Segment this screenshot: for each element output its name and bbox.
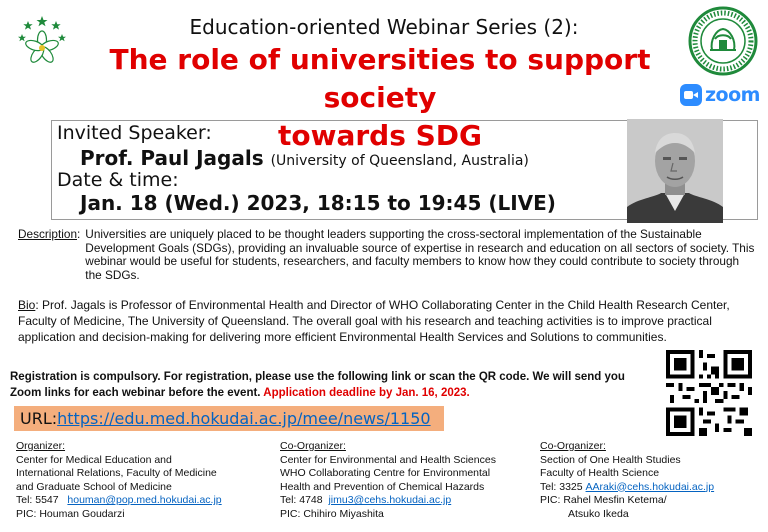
event-date: Jan. 18 (Wed.) 2023, 18:15 to 19:45 (LIVE) (80, 191, 556, 215)
url-bar (14, 406, 444, 431)
qr-code[interactable] (665, 350, 753, 436)
bio-text: Prof. Jagals is Professor of Environmental Health and Director of WHO Collaborating Center in the Child Health Research Center, Faculty of Medicine, The University of Queensland. The overall goal with his research and teaching activities is to improve practical application and decision-making for delivering more efficient Environmental Health Services and Solutions to communities. (18, 298, 730, 344)
co-organizer-2-tel: Tel: 3325 (540, 480, 583, 493)
speaker-photo (627, 119, 723, 223)
organizer-line: Center for Medical Education and (16, 453, 172, 466)
invited-speaker-label: Invited Speaker: (57, 122, 212, 144)
co-organizer-line: Center for Environmental and Health Sciences (280, 453, 496, 466)
organizer-email-link[interactable]: houman@pop.med.hokudai.ac.jp (67, 494, 222, 506)
organizer-line: and Graduate School of Medicine (16, 480, 172, 493)
description-text: Universities are uniquely placed to be thought leaders supporting the cross-sectoral implementation of the Sustainable Development Goals (SDGs), providing an invaluable source of expertise in research and education on all sectors of society. This webinar would be useful for students, researchers, and faculty members to know how they could contribute to society through the SDGs. (85, 227, 755, 282)
speaker-name-line (80, 146, 529, 170)
co-organizer-title: Co-Organizer: (280, 440, 346, 452)
title-line-2: towards SDG (277, 119, 483, 152)
co-organizer-2-line: Faculty of Health Science (540, 467, 660, 479)
application-deadline: Application deadline by Jan. 16, 2023. (263, 387, 470, 399)
organizer-tel: Tel: 5547 (16, 494, 59, 506)
co-organizer-contact (280, 494, 542, 508)
organizer-title: Organizer: (16, 440, 66, 452)
bio-label: Bio (18, 298, 36, 312)
co-organizer-block (280, 440, 542, 521)
co-organizer-line: WHO Collaborating Centre for Environmental (280, 467, 491, 479)
zoom-camera-icon (680, 84, 702, 106)
description-label-wrap: Description: (18, 227, 81, 241)
series-heading: Education-oriented Webinar Series (2): (189, 15, 579, 39)
organizer-contact (16, 494, 278, 508)
bio-section: Bio: Prof. Jagals is Professor of Environmental Health and Director of WHO Collaborating Center in the Child Health Research Center, Faculty of Medicine, The University of Queensland. The overall goal with his research and teaching activities is to improve practical application and decision-making for delivering more efficient Environmental Health Services and Solutions to communities. (18, 298, 730, 344)
organizer-block (16, 440, 278, 521)
co-organizer-tel: Tel: 4748 (280, 494, 323, 506)
url-label: URL: (20, 409, 58, 428)
speaker-name: Prof. Paul Jagals (80, 146, 264, 170)
organizer-pic: PIC: Houman Goudarzi (16, 507, 125, 520)
co-organizer-2-email-link[interactable]: AAraki@cehs.hokudai.ac.jp (585, 480, 715, 493)
co-organizer-2-contact (540, 481, 766, 495)
registration-text: Registration is compulsory. For registration, please use the following link or scan the QR code. We will send you Zoom links for each webinar before the event. (10, 371, 625, 399)
speaker-affiliation: (University of Queensland, Australia) (270, 153, 529, 169)
co-organizer-line: Health and Prevention of Chemical Hazards (280, 480, 485, 493)
co-organizer-pic: PIC: Chihiro Miyashita (280, 507, 384, 520)
co-organizer-block-2 (540, 440, 766, 521)
registration-notice (10, 369, 650, 401)
co-organizer-email-link[interactable]: jimu3@cehs.hokudai.ac.jp (328, 494, 452, 506)
co-organizer-2-pic: PIC: Rahel Mesfin Ketema/ (540, 494, 667, 506)
co-organizer-2-pic-cont: Atsuko Ikeda (568, 507, 629, 520)
zoom-wordmark: zoom (705, 84, 760, 106)
co-organizer-2-line: Section of One Health Studies (540, 453, 681, 466)
zoom-logo (680, 84, 760, 106)
description-section (18, 228, 758, 282)
date-time-label: Date & time: (57, 169, 179, 191)
registration-link[interactable]: https://edu.med.hokudai.ac.jp/mee/news/1150 (57, 409, 431, 428)
organizer-line: International Relations, Faculty of Medicine (16, 467, 217, 479)
description-label: Description (18, 227, 78, 241)
co-organizer-2-title: Co-Organizer: (540, 440, 606, 452)
title-line-1: The role of universities to support society (109, 43, 651, 114)
